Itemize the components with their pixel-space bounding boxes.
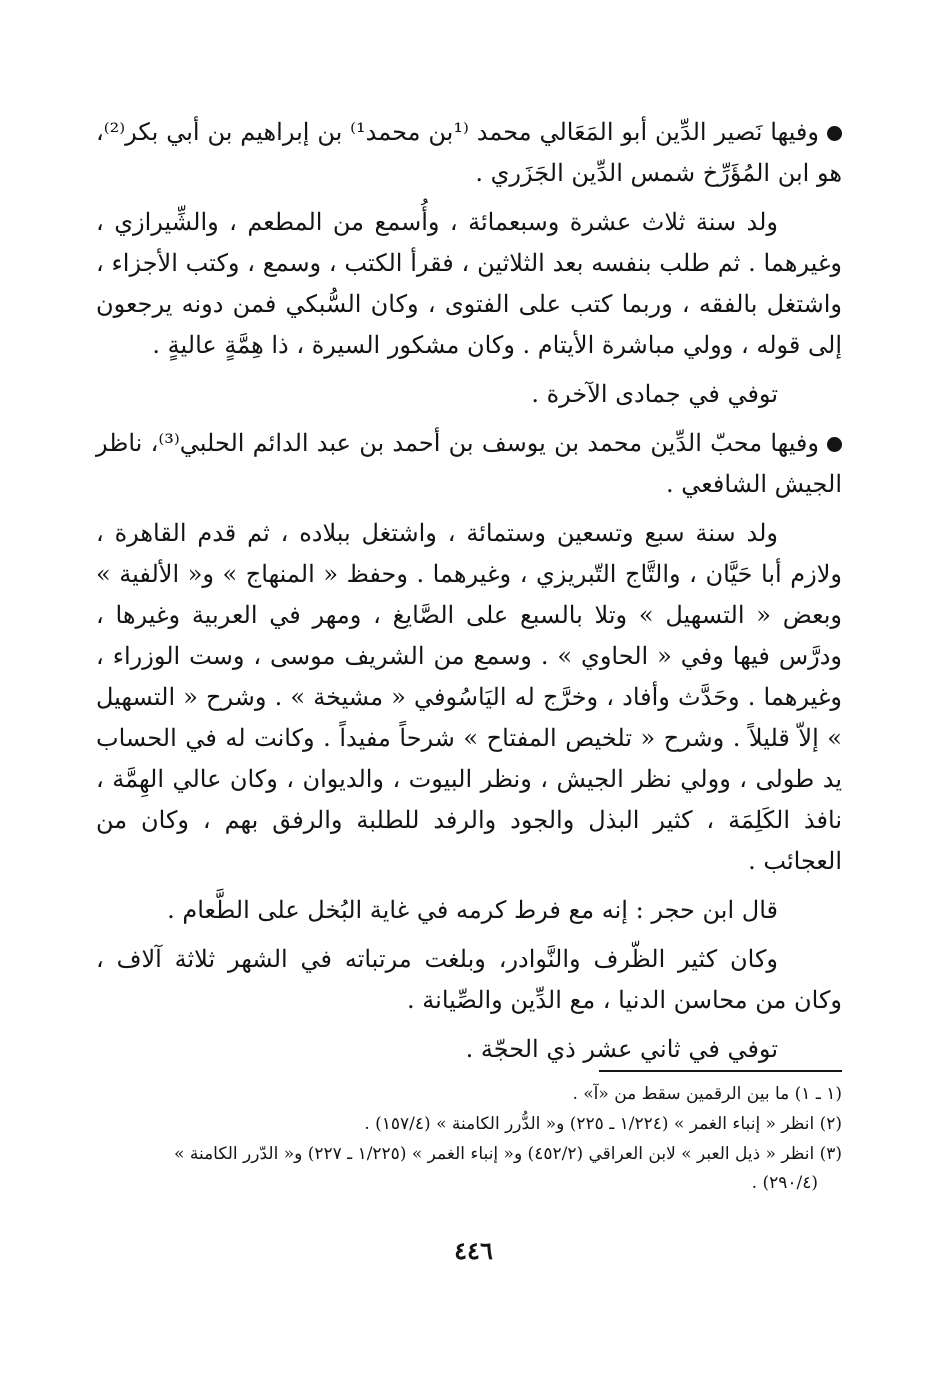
entry-death-note: توفي في ثاني عشر ذي الحجّة . xyxy=(465,1035,778,1063)
footnote-3 xyxy=(96,1140,842,1198)
footnote-1: (١ ـ ١) ما بين الرقمين سقط من «آ» . xyxy=(572,1084,842,1104)
entry-quote-paragraph: قال ابن حجر : إنه مع فرط كرمه في غاية البُخل على الطَّعام . xyxy=(167,896,778,924)
entry-heading-text: وفيها نَصير الدِّين أبو المَعَالي محمد ⁽¹بن محمد¹⁾ بن إبراهيم بن أبي بكر⁽²⁾، هو ابن المُؤَرِّخ شمس الدِّين الجَزَري . xyxy=(96,118,842,187)
footnotes xyxy=(96,1080,842,1199)
bullet-icon xyxy=(827,437,842,452)
entry-heading-text: وفيها محبّ الدِّين محمد بن يوسف بن أحمد بن عبد الدائم الحلبي⁽³⁾، ناظر الجيش الشافعي . xyxy=(96,429,842,498)
page-number: ٤٤٦ xyxy=(454,1236,493,1265)
footnote-3-text: (٣) انظر « ذيل العبر » لابن العراقي (٤٥٢/٢) و« إنباء الغمر » (١/٢٢٥ ـ ٢٢٧) و« الدّرر الكامنة » xyxy=(174,1144,842,1164)
entry-death-note: توفي في جمادى الآخرة . xyxy=(531,380,778,408)
entry-heading-nasir-al-din xyxy=(96,112,842,194)
footnote-divider xyxy=(599,1070,842,1072)
entry-heading-muhibb-al-din xyxy=(96,423,842,505)
entry-body-paragraph: ولد سنة ثلاث عشرة وسبعمائة ، وأُسمع من المطعم ، والشِّيرازي ، وغيرهما . ثم طلب بنفسه بعد الثلاثين ، فقرأ الكتب ، وسمع ، وكتب الأجزاء ، واشتغل بالفقه ، وربما كتب على الفتوى ، وكان السُّبكي فمن دونه يرجعون إلى قوله ، وولي مباشرة الأيتام . وكان مشكور السيرة ، ذا هِمَّةٍ عاليةٍ . xyxy=(96,208,842,359)
footnote-2: (٢) انظر « إنباء الغمر » (١/٢٢٤ ـ ٢٢٥) و« الدُّرر الكامنة » (١٥٧/٤) . xyxy=(364,1114,842,1134)
entry-body-paragraph: ولد سنة سبع وتسعين وستمائة ، واشتغل ببلاده ، ثم قدم القاهرة ، ولازم أبا حَيَّان ، والتَّاج التّبريزي ، وغيرهما . وحفظ « المنهاج » و« الألفية » وبعض « التسهيل » وتلا بالسبع على الصَّايغ ، ومهر في العربية وغيرها ، ودرَّس فيها وفي « الحاوي » . وسمع من الشريف موسى ، وست الوزراء ، وغيرهما . وحَدَّث وأفاد ، وخرَّج له اليَاسُوفي « مشيخة » . وشرح « التسهيل » إلاّ قليلاً . وشرح « تلخيص المفتاح » شرحاً مفيداً . وكانت له في الحساب يد طولى ، وولي نظر الجيش ، ونظر البيوت ، والديوان ، وكان عالي الهِمَّة ، نافذ الكَلِمَة ، كثير البذل والجود والرفد للطلبة والرفق بهم ، وكان من العجائب . xyxy=(96,519,842,875)
bullet-icon xyxy=(827,126,842,141)
footnote-3-continuation: (٢٩٠/٤) . xyxy=(751,1173,818,1193)
entry-body-paragraph: وكان كثير الظّرف والنَّوادر، وبلغت مرتباته في الشهر ثلاثة آلاف ، وكان من محاسن الدنيا ، مع الدِّين والصِّيانة . xyxy=(96,945,842,1014)
main-text xyxy=(96,112,842,1078)
